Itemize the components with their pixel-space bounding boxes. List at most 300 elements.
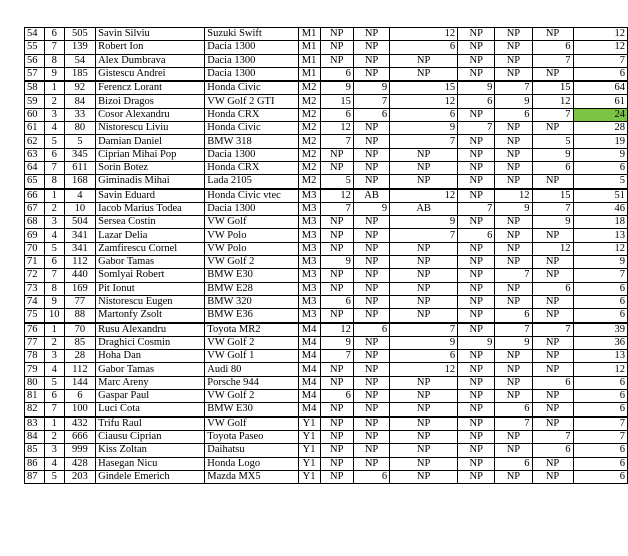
round-4-cell: NP: [458, 363, 495, 376]
round-1-cell: 7: [320, 135, 353, 148]
total-cell: 6: [573, 390, 627, 403]
car-model-cell: VW Polo: [205, 229, 298, 242]
round-6-cell: 7: [532, 54, 573, 67]
round-3-cell: NP: [390, 175, 458, 189]
position-cell: 76: [25, 323, 45, 337]
round-1-cell: 6: [320, 295, 353, 308]
round-6-cell: 7: [532, 430, 573, 443]
position-cell: 66: [25, 189, 45, 203]
round-2-cell: NP: [353, 336, 389, 349]
table-row: [25, 390, 628, 403]
round-1-cell: NP: [320, 417, 353, 431]
car-model-cell: Dacia 1300: [205, 202, 298, 215]
position-cell: 84: [25, 430, 45, 443]
driver-name-cell: Iacob Marius Todea: [96, 202, 205, 215]
round-6-cell: NP: [532, 295, 573, 308]
round-5-cell: NP: [495, 282, 532, 295]
car-number-cell: 112: [64, 363, 96, 376]
total-cell: 6: [573, 67, 627, 81]
position-cell: 82: [25, 403, 45, 417]
driver-name-cell: Damian Daniel: [96, 135, 205, 148]
round-1-cell: NP: [320, 148, 353, 161]
car-model-cell: VW Golf 2: [205, 390, 298, 403]
round-5-cell: NP: [495, 256, 532, 269]
class-rank-cell: 2: [44, 202, 64, 215]
class-rank-cell: 7: [44, 403, 64, 417]
car-number-cell: 341: [64, 242, 96, 255]
round-4-cell: NP: [458, 444, 495, 457]
total-cell: 28: [573, 122, 627, 135]
car-number-cell: 139: [64, 41, 96, 54]
table-row: [25, 148, 628, 161]
round-3-cell: 6: [390, 41, 458, 54]
table-row: [25, 295, 628, 308]
car-number-cell: 168: [64, 175, 96, 189]
round-6-cell: NP: [532, 256, 573, 269]
class-cell: M2: [298, 148, 320, 161]
round-3-cell: NP: [390, 148, 458, 161]
round-3-cell: NP: [390, 403, 458, 417]
class-rank-cell: 6: [44, 148, 64, 161]
car-model-cell: VW Golf: [205, 417, 298, 431]
total-cell: 24: [573, 108, 627, 121]
round-5-cell: NP: [495, 54, 532, 67]
driver-name-cell: Hasegan Nicu: [96, 457, 205, 470]
round-2-cell: NP: [353, 417, 389, 431]
class-cell: M1: [298, 41, 320, 54]
total-cell: 12: [573, 363, 627, 376]
car-number-cell: 4: [64, 189, 96, 203]
class-cell: M3: [298, 202, 320, 215]
round-5-cell: 9: [495, 202, 532, 215]
car-model-cell: Honda CRX: [205, 161, 298, 174]
table-row: [25, 363, 628, 376]
round-5-cell: NP: [495, 376, 532, 389]
round-1-cell: NP: [320, 403, 353, 417]
class-cell: Y1: [298, 457, 320, 470]
car-number-cell: 345: [64, 148, 96, 161]
class-cell: M3: [298, 242, 320, 255]
round-1-cell: 12: [320, 323, 353, 337]
class-rank-cell: 6: [44, 28, 64, 41]
table-row: [25, 430, 628, 443]
class-rank-cell: 8: [44, 282, 64, 295]
class-rank-cell: 7: [44, 269, 64, 282]
round-1-cell: 7: [320, 350, 353, 363]
round-3-cell: 12: [390, 189, 458, 203]
class-cell: M4: [298, 336, 320, 349]
round-4-cell: NP: [458, 67, 495, 81]
driver-name-cell: Hoha Dan: [96, 350, 205, 363]
class-cell: M2: [298, 135, 320, 148]
position-cell: 56: [25, 54, 45, 67]
round-3-cell: NP: [390, 67, 458, 81]
car-number-cell: 432: [64, 417, 96, 431]
class-cell: M2: [298, 108, 320, 121]
class-cell: M1: [298, 28, 320, 41]
round-3-cell: 7: [390, 135, 458, 148]
class-rank-cell: 2: [44, 95, 64, 108]
car-number-cell: 611: [64, 161, 96, 174]
class-rank-cell: 7: [44, 41, 64, 54]
table-row: [25, 350, 628, 363]
round-6-cell: NP: [532, 175, 573, 189]
round-3-cell: NP: [390, 269, 458, 282]
round-5-cell: NP: [495, 242, 532, 255]
position-cell: 73: [25, 282, 45, 295]
car-model-cell: Suzuki Swift: [205, 28, 298, 41]
class-cell: Y1: [298, 470, 320, 483]
round-3-cell: NP: [390, 161, 458, 174]
round-3-cell: NP: [390, 256, 458, 269]
class-rank-cell: 2: [44, 430, 64, 443]
round-4-cell: 7: [458, 122, 495, 135]
table-row: [25, 417, 628, 431]
round-4-cell: NP: [458, 457, 495, 470]
results-table-body: [25, 28, 628, 484]
round-4-cell: NP: [458, 470, 495, 483]
round-5-cell: NP: [495, 28, 532, 41]
table-row: [25, 41, 628, 54]
round-5-cell: NP: [495, 67, 532, 81]
round-5-cell: 6: [495, 403, 532, 417]
car-model-cell: VW Golf 2: [205, 256, 298, 269]
position-cell: 68: [25, 216, 45, 229]
class-rank-cell: 2: [44, 336, 64, 349]
total-cell: 6: [573, 161, 627, 174]
total-cell: 6: [573, 376, 627, 389]
round-4-cell: NP: [458, 216, 495, 229]
round-2-cell: NP: [353, 390, 389, 403]
car-number-cell: 666: [64, 430, 96, 443]
round-4-cell: NP: [458, 323, 495, 337]
car-number-cell: 505: [64, 28, 96, 41]
position-cell: 54: [25, 28, 45, 41]
total-cell: 46: [573, 202, 627, 215]
class-rank-cell: 5: [44, 376, 64, 389]
driver-name-cell: Kiss Zoltan: [96, 444, 205, 457]
total-cell: 19: [573, 135, 627, 148]
car-number-cell: 88: [64, 309, 96, 323]
round-4-cell: NP: [458, 269, 495, 282]
table-row: [25, 229, 628, 242]
round-4-cell: NP: [458, 189, 495, 203]
round-2-cell: AB: [353, 189, 389, 203]
position-cell: 64: [25, 161, 45, 174]
table-row: [25, 67, 628, 81]
round-1-cell: 6: [320, 67, 353, 81]
driver-name-cell: Somlyai Robert: [96, 269, 205, 282]
round-6-cell: NP: [532, 269, 573, 282]
table-row: [25, 108, 628, 121]
round-1-cell: NP: [320, 376, 353, 389]
table-row: [25, 175, 628, 189]
round-2-cell: NP: [353, 457, 389, 470]
round-1-cell: NP: [320, 54, 353, 67]
class-rank-cell: 3: [44, 350, 64, 363]
round-5-cell: NP: [495, 470, 532, 483]
driver-name-cell: Sersea Costin: [96, 216, 205, 229]
driver-name-cell: Luci Cota: [96, 403, 205, 417]
round-2-cell: 9: [353, 202, 389, 215]
car-model-cell: Honda Civic: [205, 122, 298, 135]
driver-name-cell: Bizoi Dragos: [96, 95, 205, 108]
car-number-cell: 80: [64, 122, 96, 135]
round-6-cell: NP: [532, 229, 573, 242]
position-cell: 67: [25, 202, 45, 215]
round-4-cell: 7: [458, 202, 495, 215]
round-5-cell: NP: [495, 41, 532, 54]
round-2-cell: NP: [353, 309, 389, 323]
round-1-cell: NP: [320, 470, 353, 483]
position-cell: 74: [25, 295, 45, 308]
total-cell: 12: [573, 28, 627, 41]
car-number-cell: 112: [64, 256, 96, 269]
car-number-cell: 70: [64, 323, 96, 337]
position-cell: 83: [25, 417, 45, 431]
round-1-cell: NP: [320, 363, 353, 376]
position-cell: 85: [25, 444, 45, 457]
car-model-cell: BMW E36: [205, 309, 298, 323]
car-model-cell: Audi 80: [205, 363, 298, 376]
driver-name-cell: Zamfirescu Cornel: [96, 242, 205, 255]
position-cell: 71: [25, 256, 45, 269]
round-1-cell: NP: [320, 161, 353, 174]
round-4-cell: NP: [458, 282, 495, 295]
results-sheet: [24, 27, 628, 484]
class-rank-cell: 7: [44, 161, 64, 174]
round-3-cell: 12: [390, 95, 458, 108]
round-2-cell: NP: [353, 269, 389, 282]
driver-name-cell: Nistorescu Liviu: [96, 122, 205, 135]
car-model-cell: BMW E30: [205, 269, 298, 282]
car-number-cell: 77: [64, 295, 96, 308]
class-cell: M3: [298, 189, 320, 203]
position-cell: 59: [25, 95, 45, 108]
round-3-cell: 15: [390, 81, 458, 95]
round-3-cell: 7: [390, 323, 458, 337]
class-rank-cell: 1: [44, 323, 64, 337]
round-1-cell: NP: [320, 269, 353, 282]
round-5-cell: NP: [495, 161, 532, 174]
driver-name-cell: Draghici Cosmin: [96, 336, 205, 349]
round-6-cell: 7: [532, 108, 573, 121]
round-5-cell: 9: [495, 336, 532, 349]
class-cell: M3: [298, 256, 320, 269]
round-4-cell: 9: [458, 336, 495, 349]
car-model-cell: Honda Civic: [205, 81, 298, 95]
round-4-cell: NP: [458, 256, 495, 269]
round-3-cell: NP: [390, 457, 458, 470]
total-cell: 39: [573, 323, 627, 337]
round-4-cell: 6: [458, 229, 495, 242]
round-3-cell: 6: [390, 108, 458, 121]
class-rank-cell: 8: [44, 54, 64, 67]
position-cell: 70: [25, 242, 45, 255]
car-model-cell: VW Golf 2 GTI: [205, 95, 298, 108]
position-cell: 86: [25, 457, 45, 470]
round-3-cell: NP: [390, 430, 458, 443]
car-model-cell: Honda Logo: [205, 457, 298, 470]
class-rank-cell: 3: [44, 444, 64, 457]
class-rank-cell: 4: [44, 363, 64, 376]
car-model-cell: Dacia 1300: [205, 54, 298, 67]
round-6-cell: 15: [532, 81, 573, 95]
round-4-cell: NP: [458, 350, 495, 363]
total-cell: 6: [573, 403, 627, 417]
car-model-cell: Honda CRX: [205, 108, 298, 121]
class-rank-cell: 4: [44, 457, 64, 470]
round-1-cell: 6: [320, 390, 353, 403]
round-2-cell: NP: [353, 403, 389, 417]
round-5-cell: 7: [495, 269, 532, 282]
round-1-cell: 6: [320, 108, 353, 121]
round-5-cell: 6: [495, 457, 532, 470]
table-row: [25, 470, 628, 483]
round-6-cell: NP: [532, 390, 573, 403]
round-1-cell: 9: [320, 256, 353, 269]
round-4-cell: NP: [458, 41, 495, 54]
table-row: [25, 282, 628, 295]
round-3-cell: NP: [390, 444, 458, 457]
car-model-cell: VW Polo: [205, 242, 298, 255]
total-cell: 9: [573, 256, 627, 269]
car-number-cell: 999: [64, 444, 96, 457]
class-cell: Y1: [298, 417, 320, 431]
round-3-cell: NP: [390, 309, 458, 323]
round-6-cell: NP: [532, 336, 573, 349]
table-row: [25, 189, 628, 203]
round-6-cell: 6: [532, 444, 573, 457]
class-rank-cell: 5: [44, 135, 64, 148]
driver-name-cell: Martonfy Zsolt: [96, 309, 205, 323]
round-3-cell: NP: [390, 376, 458, 389]
round-4-cell: NP: [458, 28, 495, 41]
round-5-cell: NP: [495, 350, 532, 363]
position-cell: 87: [25, 470, 45, 483]
car-model-cell: Porsche 944: [205, 376, 298, 389]
round-6-cell: 9: [532, 216, 573, 229]
class-rank-cell: 3: [44, 108, 64, 121]
round-2-cell: NP: [353, 376, 389, 389]
round-3-cell: NP: [390, 54, 458, 67]
class-rank-cell: 6: [44, 390, 64, 403]
position-cell: 65: [25, 175, 45, 189]
driver-name-cell: Sorin Botez: [96, 161, 205, 174]
car-model-cell: VW Golf 2: [205, 336, 298, 349]
class-rank-cell: 5: [44, 242, 64, 255]
round-5-cell: 7: [495, 417, 532, 431]
round-3-cell: NP: [390, 242, 458, 255]
round-4-cell: NP: [458, 161, 495, 174]
round-6-cell: 12: [532, 95, 573, 108]
round-5-cell: NP: [495, 229, 532, 242]
round-4-cell: 6: [458, 95, 495, 108]
table-row: [25, 336, 628, 349]
class-cell: M3: [298, 216, 320, 229]
round-4-cell: NP: [458, 390, 495, 403]
driver-name-cell: Nistorescu Eugen: [96, 295, 205, 308]
round-2-cell: 7: [353, 95, 389, 108]
round-6-cell: NP: [532, 457, 573, 470]
position-cell: 61: [25, 122, 45, 135]
class-cell: M2: [298, 81, 320, 95]
car-model-cell: VW Golf 1: [205, 350, 298, 363]
car-number-cell: 169: [64, 282, 96, 295]
total-cell: 12: [573, 242, 627, 255]
round-6-cell: 7: [532, 202, 573, 215]
round-5-cell: NP: [495, 148, 532, 161]
driver-name-cell: Cosor Alexandru: [96, 108, 205, 121]
round-2-cell: NP: [353, 363, 389, 376]
table-row: [25, 216, 628, 229]
car-model-cell: Daihatsu: [205, 444, 298, 457]
position-cell: 62: [25, 135, 45, 148]
car-model-cell: Dacia 1300: [205, 41, 298, 54]
round-5-cell: 12: [495, 189, 532, 203]
car-number-cell: 341: [64, 229, 96, 242]
table-row: [25, 323, 628, 337]
round-5-cell: NP: [495, 175, 532, 189]
car-model-cell: BMW E30: [205, 403, 298, 417]
car-model-cell: Dacia 1300: [205, 67, 298, 81]
round-6-cell: 15: [532, 189, 573, 203]
round-2-cell: NP: [353, 350, 389, 363]
driver-name-cell: Ciausu Ciprian: [96, 430, 205, 443]
round-1-cell: 5: [320, 175, 353, 189]
class-cell: M4: [298, 363, 320, 376]
driver-name-cell: Marc Areny: [96, 376, 205, 389]
total-cell: 6: [573, 444, 627, 457]
round-3-cell: NP: [390, 417, 458, 431]
driver-name-cell: Gabor Tamas: [96, 256, 205, 269]
round-2-cell: NP: [353, 122, 389, 135]
driver-name-cell: Gindele Emerich: [96, 470, 205, 483]
class-cell: M4: [298, 376, 320, 389]
round-1-cell: NP: [320, 309, 353, 323]
round-5-cell: NP: [495, 390, 532, 403]
round-3-cell: 12: [390, 363, 458, 376]
position-cell: 69: [25, 229, 45, 242]
round-2-cell: NP: [353, 444, 389, 457]
car-number-cell: 5: [64, 135, 96, 148]
round-2-cell: NP: [353, 229, 389, 242]
class-rank-cell: 8: [44, 175, 64, 189]
round-5-cell: NP: [495, 295, 532, 308]
class-cell: M3: [298, 229, 320, 242]
car-model-cell: Honda Civic vtec: [205, 189, 298, 203]
round-2-cell: NP: [353, 161, 389, 174]
car-number-cell: 504: [64, 216, 96, 229]
round-1-cell: NP: [320, 229, 353, 242]
round-4-cell: 9: [458, 81, 495, 95]
position-cell: 60: [25, 108, 45, 121]
round-2-cell: NP: [353, 295, 389, 308]
round-2-cell: 6: [353, 323, 389, 337]
round-3-cell: 12: [390, 28, 458, 41]
round-3-cell: 6: [390, 350, 458, 363]
total-cell: 12: [573, 41, 627, 54]
table-row: [25, 161, 628, 174]
total-cell: 13: [573, 350, 627, 363]
total-cell: 9: [573, 148, 627, 161]
position-cell: 57: [25, 67, 45, 81]
driver-name-cell: Rusu Alexandru: [96, 323, 205, 337]
round-6-cell: NP: [532, 417, 573, 431]
round-3-cell: 9: [390, 122, 458, 135]
total-cell: 18: [573, 216, 627, 229]
car-model-cell: VW Golf: [205, 216, 298, 229]
